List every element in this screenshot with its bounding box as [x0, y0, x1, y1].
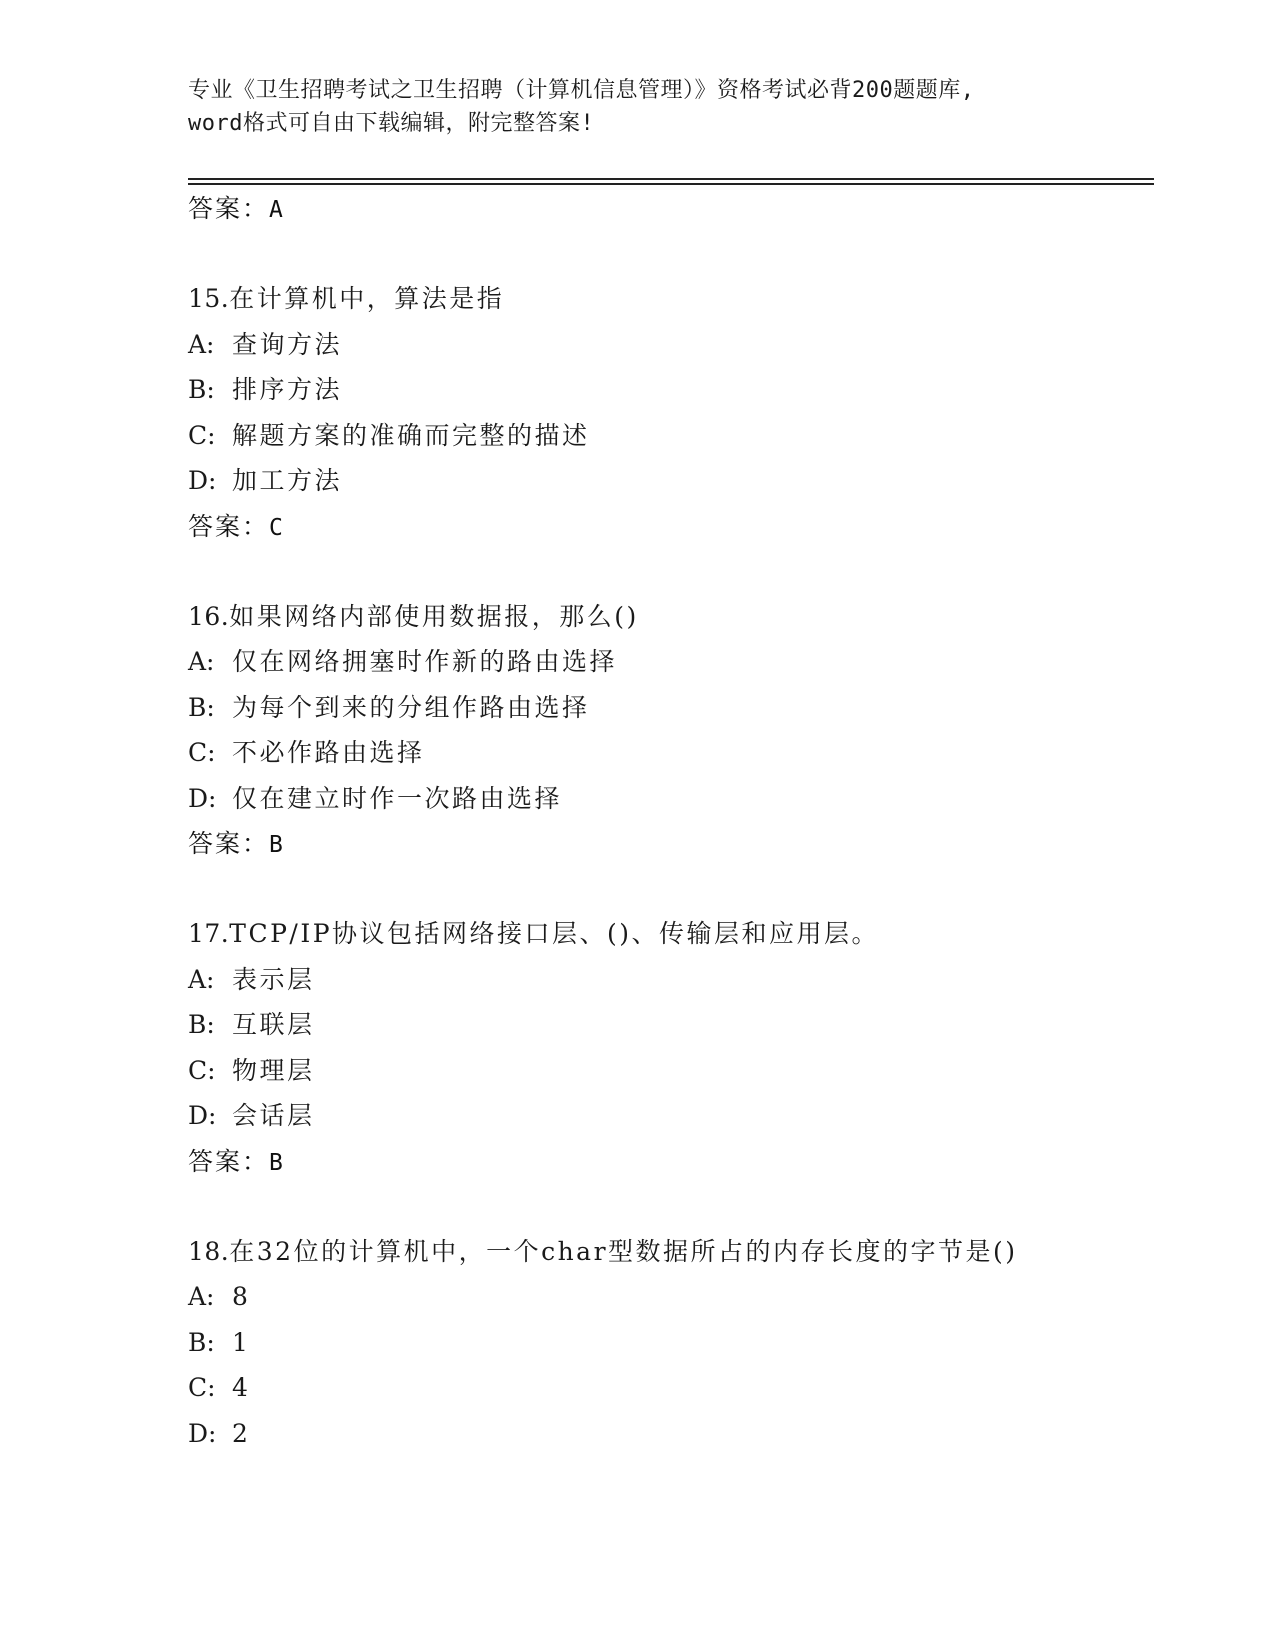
question-number: 17. — [188, 919, 230, 948]
document-header — [188, 74, 1088, 140]
question-text — [188, 1229, 1148, 1275]
option-letter: C: — [188, 1373, 216, 1402]
option-letter: C: — [188, 738, 216, 767]
spacer — [188, 550, 1148, 594]
question-block — [188, 276, 1148, 550]
option-text: 为每个到来的分组作路由选择 — [232, 692, 590, 722]
option-text: 仅在建立时作一次路由选择 — [232, 783, 563, 813]
answer-line — [188, 504, 1148, 550]
spacer — [188, 1185, 1148, 1229]
question-stem: 如果网络内部使用数据报，那么() — [229, 601, 639, 631]
option-text: 排序方法 — [232, 375, 343, 404]
answer-value: C — [269, 514, 285, 541]
option-letter: C: — [188, 420, 216, 450]
option-d — [188, 776, 1148, 822]
option-a — [188, 957, 1148, 1003]
answer-value: B — [269, 832, 285, 858]
question-stem: 在计算机中，算法是指 — [229, 284, 505, 313]
answer-line — [188, 821, 1148, 867]
question-text — [188, 911, 1148, 957]
option-a — [188, 1274, 1148, 1320]
option-c — [188, 1365, 1148, 1411]
option-b — [188, 685, 1148, 731]
option-text: 表示层 — [232, 964, 315, 994]
header-line-2: word格式可自由下载编辑，附完整答案! — [188, 111, 595, 136]
option-letter: A: — [188, 647, 215, 676]
option-text: 仅在网络拥塞时作新的路由选择 — [232, 647, 618, 676]
option-text: 1 — [232, 1327, 251, 1357]
answer-value: A — [269, 197, 285, 223]
answer-line — [188, 1139, 1148, 1185]
question-number: 18. — [188, 1236, 230, 1266]
answer-label: 答案： — [188, 829, 270, 858]
question-block — [188, 594, 1148, 868]
option-letter: D: — [188, 1101, 217, 1130]
option-letter: B: — [188, 375, 215, 404]
option-letter: D: — [188, 1418, 217, 1448]
question-number: 16. — [188, 601, 230, 631]
option-text: 8 — [232, 1282, 251, 1311]
option-c — [188, 413, 1148, 459]
question-stem: TCP/IP协议包括网络接口层、()、传输层和应用层。 — [229, 919, 880, 948]
header-divider-top — [188, 178, 1154, 180]
option-b — [188, 1002, 1148, 1048]
option-letter: B: — [188, 1010, 215, 1039]
answer-value: B — [269, 1149, 285, 1176]
question-block — [188, 911, 1148, 1185]
option-text: 会话层 — [232, 1101, 315, 1130]
option-b — [188, 1320, 1148, 1366]
header-divider-bottom — [188, 183, 1154, 185]
option-letter: A: — [188, 1282, 215, 1311]
option-letter: B: — [188, 692, 215, 722]
spacer — [188, 867, 1148, 911]
option-letter: D: — [188, 783, 217, 813]
answer-label: 答案： — [188, 1146, 270, 1176]
option-d — [188, 458, 1148, 504]
option-text: 4 — [232, 1373, 251, 1402]
option-a — [188, 322, 1148, 368]
option-text: 互联层 — [232, 1010, 315, 1039]
header-line-1: 专业《卫生招聘考试之卫生招聘（计算机信息管理）》资格考试必背200题题库, — [188, 78, 975, 103]
option-a — [188, 639, 1148, 685]
question-stem: 在32位的计算机中，一个char型数据所占的内存长度的字节是() — [229, 1236, 1018, 1266]
option-letter: C: — [188, 1055, 216, 1085]
option-letter: D: — [188, 466, 217, 495]
option-text: 不必作路由选择 — [232, 738, 425, 767]
option-text: 加工方法 — [232, 466, 343, 495]
option-c — [188, 1048, 1148, 1094]
option-letter: B: — [188, 1327, 215, 1357]
answer-label: 答案： — [188, 194, 270, 223]
option-d — [188, 1093, 1148, 1139]
question-block — [188, 1229, 1148, 1457]
question-number: 15. — [188, 284, 230, 313]
answer-line — [188, 186, 1148, 232]
option-letter: A: — [188, 329, 215, 359]
option-text: 解题方案的准确而完整的描述 — [232, 420, 590, 450]
option-text: 物理层 — [232, 1055, 315, 1085]
question-text — [188, 594, 1148, 640]
option-text: 2 — [232, 1418, 251, 1448]
answer-label: 答案： — [188, 511, 270, 541]
option-c — [188, 730, 1148, 776]
spacer — [188, 232, 1148, 276]
question-list — [188, 186, 1148, 1456]
option-b — [188, 367, 1148, 413]
question-text — [188, 276, 1148, 322]
option-d — [188, 1411, 1148, 1457]
option-text: 查询方法 — [232, 329, 343, 359]
option-letter: A: — [188, 964, 215, 994]
